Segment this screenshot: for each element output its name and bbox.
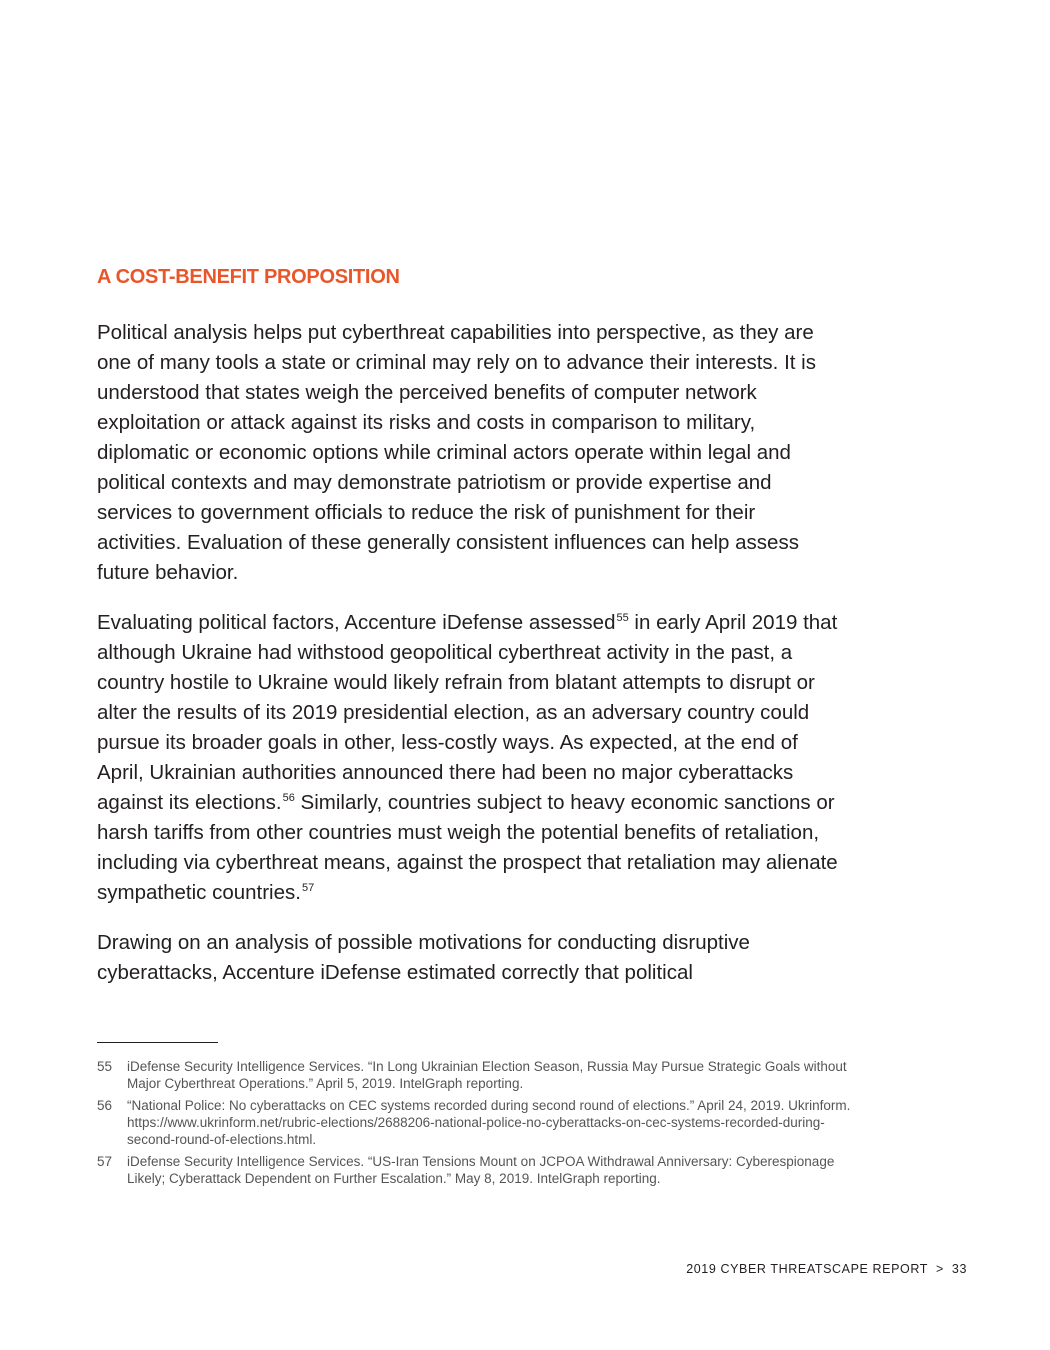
paragraph-text: Evaluating political factors, Accenture iDefense assessed (97, 611, 616, 634)
footnote-ref-57[interactable]: 57 (301, 882, 315, 894)
paragraph-text: Similarly, countries subject to heavy economic sanctions or harsh tariffs from other countries must weigh the potential benefits of retaliation, including via cyberthreat means, against the prospect that retaliation may alienate sympathetic countries. (97, 791, 838, 904)
paragraph-2 (97, 608, 842, 908)
section-heading: A COST-BENEFIT PROPOSITION (97, 266, 400, 288)
paragraph-1 (97, 318, 842, 588)
footnote-text: iDefense Security Intelligence Services. “US-Iran Tensions Mount on JCPOA Withdrawal Anniversary: Cyberespionage Likely; Cyberattack Dependent on Further Escalation.” May 8, 2019. IntelGraph reporting. (127, 1154, 835, 1186)
report-title: 2019 CYBER THREATSCAPE REPORT (686, 1262, 928, 1276)
body-text (97, 318, 842, 1008)
page-number: 33 (951, 1262, 967, 1276)
paragraph-3 (97, 928, 842, 988)
footnotes (97, 1058, 857, 1192)
footnote-number: 55 (97, 1059, 113, 1074)
paragraph-text: in early April 2019 that although Ukraine had withstood geopolitical cyberthreat activity in the past, a country hostile to Ukraine would likely refrain from blatant attempts to disrupt or alter the results of its 2019 presidential election, as an adversary country could pursue its broader goals in other, less-costly ways. As expected, at the end of April, Ukrainian authorities announced there had been no major cyberattacks against its elections. (97, 611, 838, 814)
footnote (97, 1153, 857, 1187)
footnote-text: iDefense Security Intelligence Services. “In Long Ukrainian Election Season, Russia May Pursue Strategic Goals without Major Cyberthreat Operations.” April 5, 2019. IntelGraph reporting. (127, 1059, 847, 1091)
footnote (97, 1058, 857, 1092)
footnote (97, 1097, 857, 1148)
footnote-ref-56[interactable]: 56 (282, 792, 295, 804)
footnote-divider (97, 1042, 218, 1043)
paragraph-text: Political analysis helps put cyberthreat capabilities into perspective, as they are one of many tools a state or criminal may rely on to advance their interests. It is understood that states weigh the perceived benefits of computer network exploitation or attack against its risks and costs in comparison to military, diplomatic or economic options while criminal actors operate within legal and political contexts and may demonstrate patriotism or provide expertise and services to government officials to reduce the risk of punishment for their activities. Evaluation of these generally consistent influences can help assess future behavior. (97, 321, 816, 584)
footnote-number: 56 (97, 1098, 113, 1113)
paragraph-text: Drawing on an analysis of possible motivations for conducting disruptive cyberattacks, Accenture iDefense estimated correctly that political (97, 931, 750, 984)
footnote-ref-55[interactable]: 55 (616, 612, 629, 624)
footer-separator: > (935, 1262, 944, 1276)
page-footer (686, 1262, 967, 1276)
footnote-text: “National Police: No cyberattacks on CEC systems recorded during second round of elections.” April 24, 2019. Ukrinform. https://www.ukrinform.net/rubric-elections/2688206-national-police-no-cyberattacks-on-cec-systems-recorded-during-second-round-of-elections.html. (127, 1098, 851, 1147)
footnote-number: 57 (97, 1154, 113, 1169)
